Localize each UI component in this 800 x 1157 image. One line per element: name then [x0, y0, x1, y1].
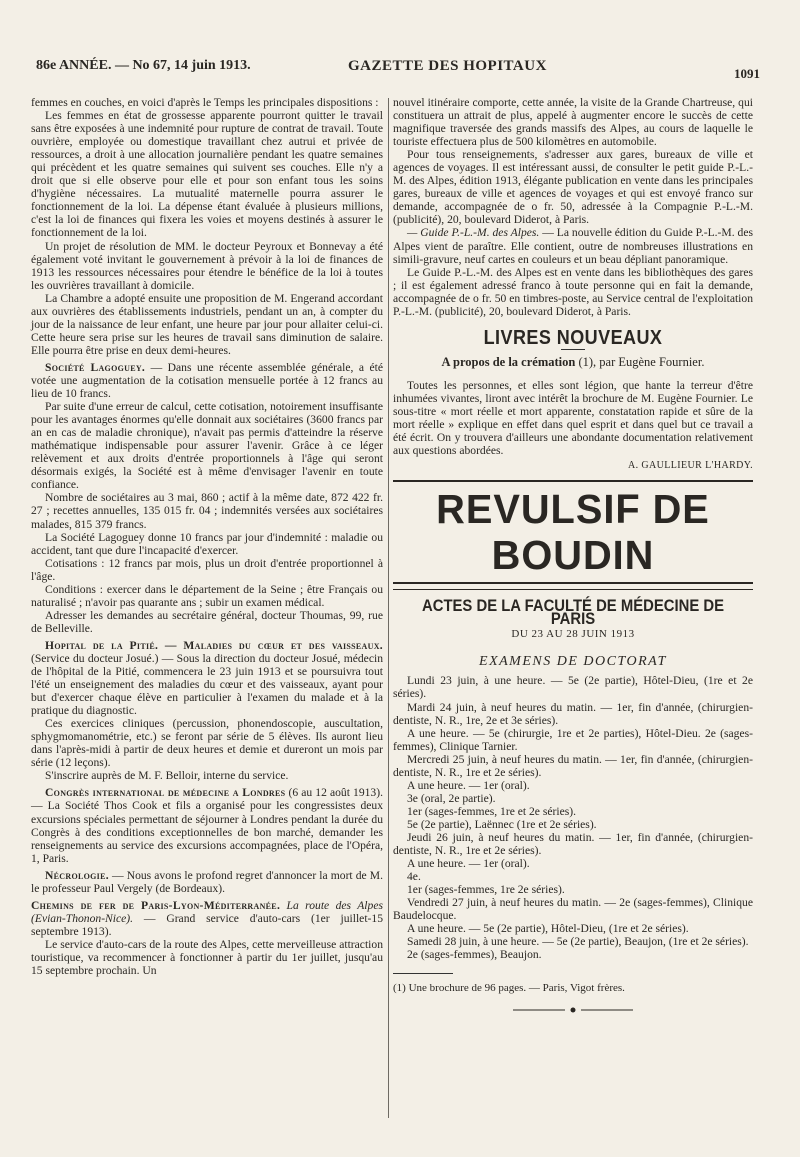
- paragraph: Cotisations : 12 francs par mois, plus un droit d'entrée proportionnel à l'âge.: [31, 556, 383, 583]
- exam-entry: Lundi 23 juin, à une heure. — 5e (2e partie), Hôtel-Dieu, (1re et 2e séries).: [393, 674, 753, 701]
- exam-entry: Mercredi 25 juin, à neuf heures du matin. — 1er, fin d'année, (chirurgien-dentiste, N. R., 1re et 2e séries).: [393, 752, 753, 779]
- divider: [393, 582, 753, 590]
- section-heading: Société Lagoguey.: [45, 360, 146, 374]
- issue-info: 86e ANNÉE. — No 67, 14 juin 1913.: [36, 58, 251, 73]
- paragraph: Chemins de fer de Paris-Lyon-Méditerranée. La route des Alpes (Evian-Thonon-Nice). — Grand service d'auto-cars (1er juillet-15 septembre 1913).: [31, 898, 383, 938]
- paragraph: La Chambre a adopté ensuite une proposition de M. Engerand accordant aux ouvrières des établissements industriels, pendant un an, à compter du jour de la naissance de leur enfant, une heure par jour pour allaiter celui-ci. Cette heure sera prise sur les heures de travail sans diminution de salaire. Elle pourra être prise en deux demi-heures.: [31, 291, 383, 357]
- paragraph: Nécrologie. — Nous avons le profond regret d'annoncer la mort de M. le professeur Paul Vergely (de Bordeaux).: [31, 868, 383, 895]
- exam-entry: 4e.: [407, 870, 421, 884]
- exam-entry: A une heure. — 1er (oral).: [407, 778, 530, 792]
- paragraph: Adresser les demandes au secrétaire général, docteur Thoumas, 99, rue de Belleville.: [31, 608, 383, 635]
- paragraph: nouvel itinéraire comporte, cette année, la visite de la Grande Chartreuse, qui constituera un attrait de plus, appelé à augmenter encore le succès de cette magnifique traversée des grands massifs des Alpes, au cours de laquelle le touriste effectuera plus de 500 kilomètres en automobile.: [393, 96, 753, 149]
- paragraph: Congrès international de médecine a Londres (6 au 12 août 1913). — La Société Thos Cook et fils a organisé pour les congressistes deux excursions spéciales permettant de séjourner à Londres pendant la durée du Congrès à des conditions exceptionnelles de bon marché, demander les renseignements au service des excursions accompagnées, place de l'Opéra, 1, Paris.: [31, 786, 383, 865]
- paragraph: Nombre de sociétaires au 3 mai, 860 ; actif à la même date, 872 422 fr. 27 ; recettes annuelles, 135 015 fr. 04 ; indemnités versées aux sociétaires malades, 815 379 francs.: [31, 491, 383, 531]
- exam-entry: A une heure. — 1er (oral).: [407, 857, 530, 871]
- page-header: [36, 56, 760, 80]
- advertisement: REVULSIF DE BOUDIN: [436, 486, 710, 579]
- paragraph: Un projet de résolution de MM. le docteur Peyroux et Bonnevay a été également voté invitant le gouvernement à prévoir à la loi de finances de 1913 les ressources nécessaires pour étendre le bénéfice de la loi à toutes les ouvrières travaillant à domicile.: [31, 239, 383, 292]
- section-heading: Congrès international de médecine a Londres: [45, 786, 286, 800]
- paragraph: Pour tous renseignements, s'adresser aux gares, bureaux de ville et agences de voyages. Il est intéressant aussi, de consulter le petit guide P.-L.-M. des Alpes, édition 1913, élégante publication en vente dans les principales gares, bureaux de ville et agences de voyages et qui est envoyé franco sur demande, accompagnée de o fr. 50, adressée à la Compagnie P.-L.-M. (publicité), 20, boulevard Diderot, à Paris.: [393, 148, 753, 227]
- paragraph: Conditions : exercer dans le département de la Seine ; être Français ou naturalisé ; n'avoir pas quarante ans ; subir un examen médical.: [31, 582, 383, 609]
- exam-entry: 5e (2e partie), Laënnec (1re et 2e séries).: [407, 817, 597, 831]
- paragraph: Société Lagoguey. — Dans une récente assemblée générale, a été votée une augmentation de la cotisation mensuelle portée à 12 francs au lieu de 10 francs.: [31, 360, 383, 401]
- paragraph: Hopital de la Pitié. — Maladies du cœur et des vaisseaux. (Service du docteur Josué.) — Sous la direction du docteur Josué, médecin de l'hôpital de la Pitié, commencera le 23 juin 1913 et se poursuivra tout l'été un enseignement des maladies du cœur et des vaisseaux, ayant pour but d'exercer chaque élève en particulier à l'examen du malade et à la pratique du diagnostic.: [31, 638, 383, 718]
- journal-title: GAZETTE DES HOPITAUX: [348, 58, 547, 74]
- paragraph: Par suite d'une erreur de calcul, cette cotisation, notoirement insuffisante pour les avantages énormes qu'elle donnait aux sociétaires (3600 francs par an en cas de maladie chronique), n'avait pas permis d'atteindre la réserve mathématique indispensable pour assurer l'avenir. Grâce à ce léger relèvement et aux droits d'entrée proportionnels à l'âge qui seront désormais exigés, la Société est à même d'envisager l'avenir en toute confiance.: [31, 400, 383, 492]
- exam-entry: 1er (sages-femmes, 1re 2e séries).: [407, 883, 565, 897]
- exam-entry: Vendredi 27 juin, à neuf heures du matin. — 2e (sages-femmes), Clinique Baudelocque.: [393, 896, 753, 923]
- paragraph: Toutes les personnes, et elles sont légion, que hante la terreur d'être inhumées vivantes, liront avec intérêt la brochure de M. Eugène Fournier. Le sous-titre « mort réelle et mort apparente, constatation rapide et sûre de la mort réelle » explique en effet dans quel esprit et dans quel but ce travail a été écrit. On y trouvera d'ailleurs une abondante documentation relativement aux questions abordées.: [393, 378, 753, 458]
- exam-entry: 2e (sages-femmes), Beaujon.: [407, 948, 542, 962]
- section-heading: Chemins de fer de Paris-Lyon-Méditerranée.: [31, 898, 281, 912]
- left-column: [31, 96, 383, 977]
- exam-entry: A une heure. — 5e (chirurgie, 1re et 2e parties), Hôtel-Dieu. 2e (sages-femmes), Clinique Tarnier.: [393, 726, 753, 753]
- book-title: A propos de la crémation (1), par Eugène Fournier.: [441, 354, 705, 369]
- author-signature: A. GAULLIEUR L'HARDY.: [627, 460, 753, 472]
- exam-entry: Jeudi 26 juin, à neuf heures du matin. — 1er, fin d'année, (chirurgien-dentiste, N. R., 1re et 2e séries).: [393, 830, 753, 858]
- paragraph: Les femmes en état de grossesse apparente pourront quitter le travail sans être exposées à une indemnité pour rupture de contrat de travail. Toute ouvrière, employée ou domestique travaillant chez autrui et privée de ressources, a droit à une allocation journalière pendant les quatre semaines qui précèdent et les quatre semaines qui suivent ses couches. Elle n'y a droit que si elle observe pour elle et pour son enfant tous les soins d'hygiène nécessaires. La mutualité maternelle pourra assurer le fonctionnement de la loi. La dépense étant évaluée à plusieurs millions, c'est la loi de finances qui fixera les voies et moyens destinés à assurer le fonctionnement de la loi.: [31, 109, 383, 240]
- footnote: (1) Une brochure de 96 pages. — Paris, Vigot frères.: [393, 982, 625, 995]
- ornament-icon: [513, 1006, 633, 1014]
- divider: [393, 973, 453, 974]
- paragraph: femmes en couches, en voici d'après le Temps les principales dispositions :: [31, 96, 379, 109]
- paragraph: La Société Lagoguey donne 10 francs par jour d'indemnité : maladie ou accident, tant que dure l'incapacité d'exercer.: [31, 530, 383, 557]
- paragraph: Ces exercices cliniques (percussion, phonendoscopie, auscultation, sphygmomanométrie, etc.) se feront par série de 5 élèves. Ils auront lieu dans l'après-midi à partir de deux heures et demie et dureront un mois par série (12 leçons).: [31, 717, 383, 770]
- paragraph: Le Guide P.-L.-M. des Alpes est en vente dans les bibliothèques des gares ; il est également adressé franco à toute personne qui en fait la demande, accompagnée de o fr. 50 en timbres-poste, au Service central de l'exploitation P.-L.-M. (publicité), 20, boulevard Diderot, à Paris.: [393, 265, 753, 318]
- paragraph: Le service d'auto-cars de la route des Alpes, cette merveilleuse attraction touristique, va recommencer à fonctionner à partir du 1er juillet, jusqu'au 15 septembre prochain. Un: [31, 937, 383, 978]
- paragraph: — Guide P.-L.-M. des Alpes. — La nouvelle édition du Guide P.-L.-M. des Alpes vient de paraître. Elle contient, outre de nombreuses illustrations en simili-gravure, neuf cartes en couleurs et un beau dépliant panoramique.: [393, 226, 754, 266]
- exam-entry: 1er (sages-femmes, 1re et 2e séries).: [407, 804, 576, 818]
- actes-title: ACTES DE LA FACULTÉ DE MÉDECINE DE PARIS: [422, 597, 724, 629]
- section-heading: Hopital de la Pitié. — Maladies du cœur et des vaisseaux.: [45, 638, 383, 652]
- ornament-divider: [393, 1005, 753, 1018]
- actes-date: DU 23 AU 28 JUIN 1913: [511, 628, 635, 641]
- column-divider: [388, 98, 389, 1118]
- exam-entry: Mardi 24 juin, à neuf heures du matin. — 1er, fin d'année, (chirurgien-dentiste, N. R., 1re, 2e et 3e séries).: [393, 700, 753, 727]
- page-number: 1091: [734, 66, 760, 81]
- exam-entry: 3e (oral, 2e partie).: [407, 791, 496, 805]
- livres-nouveaux-title: LIVRES NOUVEAUX: [483, 326, 663, 349]
- divider: [561, 349, 585, 350]
- exam-title: EXAMENS DE DOCTORAT: [479, 654, 667, 670]
- paragraph: S'inscrire auprès de M. F. Belloir, interne du service.: [45, 769, 289, 783]
- exam-entry: A une heure. — 5e (2e partie), Hôtel-Dieu, (1re et 2e séries).: [407, 922, 689, 936]
- divider: [393, 480, 753, 482]
- section-heading: Nécrologie.: [45, 868, 109, 882]
- exam-entry: Samedi 28 juin, à une heure. — 5e (2e partie), Beaujon, (1re et 2e séries).: [407, 935, 749, 949]
- right-column: [393, 96, 753, 1019]
